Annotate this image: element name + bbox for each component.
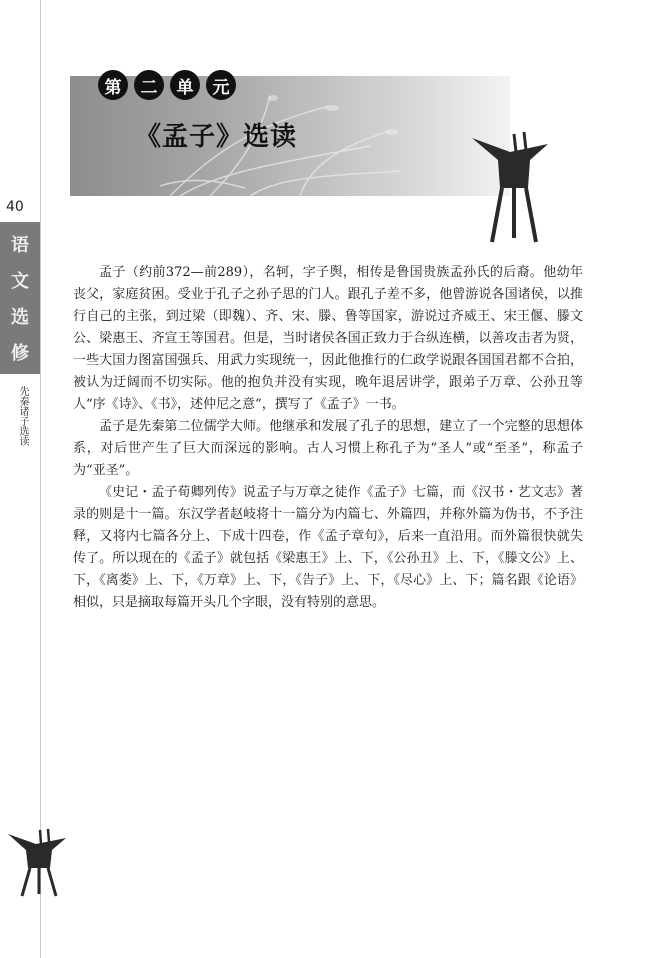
bronze-jue-vessel-icon [6, 828, 76, 898]
paragraph: 孟子是先秦第二位儒学大师。他继承和发展了孔子的思想，建立了一个完整的思想体系，对后世产生了巨大而深远的影响。古人习惯上称孔子为“圣人”或“至圣”，称孟子为“亚圣”。 [73, 419, 583, 478]
page-number: 40 [6, 199, 24, 215]
side-tab-char: 语 [11, 235, 29, 256]
side-tab-subtitle: 先秦诸子选读 [17, 386, 28, 446]
unit-char: 第 [98, 70, 128, 100]
unit-label [98, 70, 236, 100]
unit-char: 单 [170, 70, 200, 100]
lesson-title: 《孟子》选读 [135, 122, 298, 152]
side-tab-char: 修 [11, 343, 29, 364]
unit-char: 二 [134, 70, 164, 100]
paragraph: 《史记・孟子荀卿列传》说孟子与万章之徒作《孟子》七篇，而《汉书・艺文志》著录的则是十一篇。东汉学者赵岐将十一篇分为内篇七、外篇四，并称外篇为伪书，不予注释，又将内七篇各分上、下成十四卷，作《孟子章句》，后来一直沿用。而外篇很快就失传了。所以现在的《孟子》就包括《梁惠王》上、下，《公孙丑》上、下，《滕文公》上、下，《离娄》上、下，《万章》上、下，《告子》上、下，《尽心》上、下；篇名跟《论语》相似，只是摘取每篇开头几个字眼，没有特别的意思。 [73, 485, 583, 610]
body-text [73, 262, 583, 614]
side-tab [0, 222, 40, 374]
side-tab-char: 文 [11, 271, 29, 292]
unit-char: 元 [206, 70, 236, 100]
side-tab-char: 选 [11, 307, 29, 328]
bronze-jue-vessel-image [470, 130, 560, 245]
paragraph: 孟子（约前372—前289），名轲，字子舆，相传是鲁国贵族孟孙氏的后裔。他幼年丧父，家庭贫困。受业于孔子之孙子思的门人。跟孔子差不多，他曾游说各国诸侯，以推行自己的主张，到过梁（即魏）、齐、宋、滕、鲁等国家，游说过齐威王、宋王偃、滕文公、梁惠王、齐宣王等国君。但是，当时诸侯各国正致力于合纵连横，以善攻击者为贤，一些大国力图富国强兵、用武力实现统一，因此他推行的仁政学说跟各国国君都不合拍，被认为迂阔而不切实际。他的抱负并没有实现，晚年退居讲学，跟弟子万章、公孙丑等人“序《诗》、《书》，述仲尼之意”，撰写了《孟子》一书。 [73, 265, 583, 412]
margin-rule [40, 0, 41, 958]
